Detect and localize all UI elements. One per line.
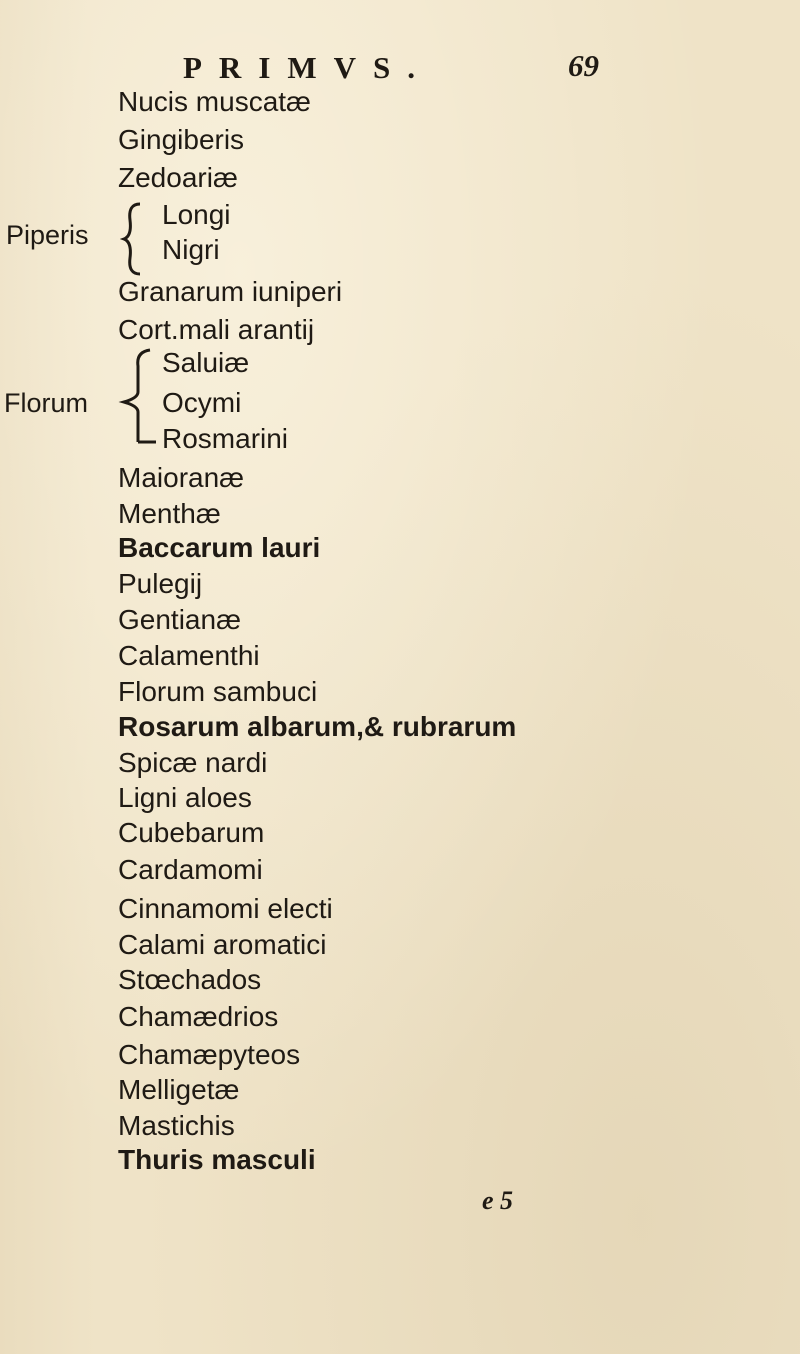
list-item: Florum sambuci xyxy=(118,676,318,707)
brace-florum-icon xyxy=(110,346,160,454)
list-item: Rosarum albarum,& rubrarum xyxy=(118,711,517,742)
list-item: Baccarum lauri xyxy=(118,532,321,563)
list-item: Melligetæ xyxy=(118,1074,240,1105)
list-item: Thuris masculi xyxy=(118,1144,316,1175)
list-item: Gingiberis xyxy=(118,124,245,155)
list-item: Nucis muscatæ xyxy=(118,86,311,117)
sub-item-saluiae: Saluiæ xyxy=(162,347,250,378)
list-item: Granarum iuniperi xyxy=(118,276,343,307)
running-head: PRIMVS. xyxy=(183,50,433,85)
list-item: Calami aromatici xyxy=(118,929,327,960)
list-item: Pulegij xyxy=(118,568,203,599)
list-item: Cinnamomi electi xyxy=(118,893,333,924)
list-item: Menthæ xyxy=(118,498,221,529)
list-item: Mastichis xyxy=(118,1110,235,1141)
list-item: Maioranæ xyxy=(118,462,245,493)
signature-mark: e 5 xyxy=(482,1186,514,1215)
list-item: Cubebarum xyxy=(118,817,265,848)
page-number: 69 xyxy=(568,48,599,83)
sub-item-longi: Longi xyxy=(162,199,231,230)
brace-piperis-icon xyxy=(120,200,146,278)
list-item: Zedoariæ xyxy=(118,162,238,193)
list-item: Calamenthi xyxy=(118,640,260,671)
list-item: Ligni aloes xyxy=(118,782,252,813)
list-item: Spicæ nardi xyxy=(118,747,268,778)
sub-item-rosmarini: Rosmarini xyxy=(162,423,289,454)
sub-item-nigri: Nigri xyxy=(162,234,220,265)
list-item: Chamæpyteos xyxy=(118,1039,301,1070)
list-item: Gentianæ xyxy=(118,604,241,635)
group-label-florum: Florum xyxy=(4,388,89,418)
list-item: Cort.mali arantij xyxy=(118,314,315,345)
list-item: Stœchados xyxy=(118,964,262,995)
list-item: Cardamomi xyxy=(118,854,263,885)
sub-item-ocymi: Ocymi xyxy=(162,387,242,418)
list-item: Chamædrios xyxy=(118,1001,279,1032)
group-label-piperis: Piperis xyxy=(6,220,89,250)
